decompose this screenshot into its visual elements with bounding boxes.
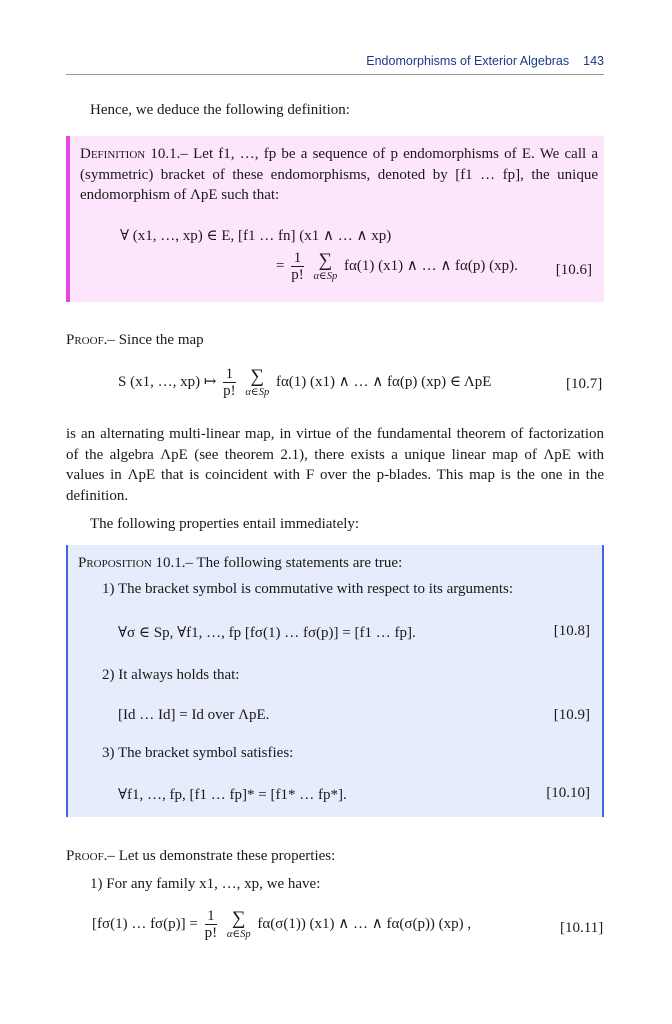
- frac-den: p!: [291, 267, 304, 283]
- definition-box: [66, 136, 604, 302]
- proof2-item1: 1) For any family x1, …, xp, we have:: [90, 876, 321, 892]
- eq-number-10-7: [10.7]: [566, 376, 603, 392]
- proposition-intro: The following statements are true:: [196, 555, 403, 571]
- frac-den: p!: [223, 383, 236, 399]
- sum-symbol: ∑: [231, 908, 246, 929]
- proof1-intro: [66, 330, 604, 351]
- sum-symbol: ∑: [250, 366, 265, 387]
- eq-rhs: fα(1) (x1) ∧ … ∧ fα(p) (xp).: [344, 257, 518, 274]
- proof-text: Let us demonstrate these properties:: [118, 848, 336, 864]
- definition-eq-line2: = $\frac{1}{p!}$ ∑ α∈Sp fα(1) (x1) ∧ … ∧ fα(p) (xp).: [276, 250, 518, 283]
- proposition-box: [66, 545, 604, 817]
- definition-eq-line1: ∀ (x1, …, xp) ∈ E, [f1 … fn] (x1 ∧ … ∧ xp): [120, 228, 392, 244]
- frac-num: 1: [223, 366, 236, 383]
- transition-text: The following properties entail immediately:: [90, 516, 360, 532]
- definition-paragraph: [80, 144, 598, 206]
- sum-limit: α∈Sp: [245, 387, 270, 398]
- eq-number-10-11: [10.11]: [560, 920, 604, 936]
- eq-number-10-10: [10.10]: [546, 785, 590, 801]
- proposition-item-3: 3) The bracket symbol satisfies:: [102, 745, 294, 761]
- summation: [245, 367, 269, 398]
- eq-number-10-8: [10.8]: [553, 623, 590, 639]
- eq-rhs: fα(σ(1)) (x1) ∧ … ∧ fα(σ(p)) (xp) ,: [257, 915, 472, 932]
- eq-10-8: ∀σ ∈ Sp, ∀f1, …, fp [fσ(1) … fσ(p)] = [f1 … fp].: [118, 625, 416, 641]
- eq-number-10-9: [10.9]: [553, 707, 590, 723]
- running-head: [66, 54, 604, 75]
- proof-text: Since the map: [118, 332, 204, 348]
- definition-label: Definition: [80, 146, 146, 162]
- proposition-label: Proposition: [78, 555, 152, 571]
- intro-text: Hence, we deduce the following definition:: [90, 102, 350, 118]
- eq-10-11: [92, 908, 471, 941]
- proposition-heading: [78, 553, 596, 574]
- definition-text: Let f1, …, fp be a sequence of p endomorphisms of E. We call a (symmetric) bracket of these endomorphisms, denoted by [f1 … fp], the unique endomorphism of ΛpE such that:: [80, 146, 599, 203]
- summation: [313, 251, 337, 282]
- proof2-intro: [66, 846, 604, 867]
- eq-10-9: [Id … Id] = Id over ΛpE.: [118, 707, 270, 723]
- proof-label: Proof.–: [66, 848, 115, 864]
- frac-den: p!: [204, 925, 218, 941]
- eq-rhs: fα(1) (x1) ∧ … ∧ fα(p) (xp) ∈ ΛpE: [275, 373, 492, 390]
- eq-number-10-6: [10.6]: [555, 262, 592, 278]
- eq-lhs: [fσ(1) … fσ(p)] =: [92, 915, 198, 932]
- running-title: Endomorphisms of Exterior Algebras: [366, 54, 570, 68]
- sum-limit: α∈Sp: [226, 929, 251, 940]
- fraction: [291, 250, 304, 283]
- eq-10-10: ∀f1, …, fp, [f1 … fp]* = [f1* … fp*].: [118, 787, 347, 803]
- sum-limit: α∈Sp: [313, 271, 338, 282]
- sum-symbol: ∑: [318, 250, 333, 271]
- frac-num: 1: [205, 908, 218, 925]
- proof-label: Proof.–: [66, 332, 115, 348]
- proof1-paragraph: is an alternating multi-linear map, in virtue of the fundamental theorem of factorization of the algebra ΛpE (see theorem 2.1), there exists a unique linear map of ΛpE with values in ΛpE that is coincident with F over the p-blades. This map is the one in the definition.: [66, 426, 604, 504]
- eq-lhs: S (x1, …, xp) ↦: [118, 373, 217, 390]
- proposition-number: 10.1.–: [155, 555, 193, 571]
- summation: [227, 909, 251, 940]
- definition-number: 10.1.–: [150, 146, 188, 162]
- proposition-item-2: 2) It always holds that:: [102, 667, 240, 683]
- frac-num: 1: [291, 250, 304, 267]
- proposition-item-1: 1) The bracket symbol is commutative with respect to its arguments:: [102, 581, 514, 597]
- fraction: [205, 908, 218, 941]
- page-number: 143: [583, 54, 604, 68]
- eq-10-7: [118, 366, 491, 399]
- fraction: [223, 366, 236, 399]
